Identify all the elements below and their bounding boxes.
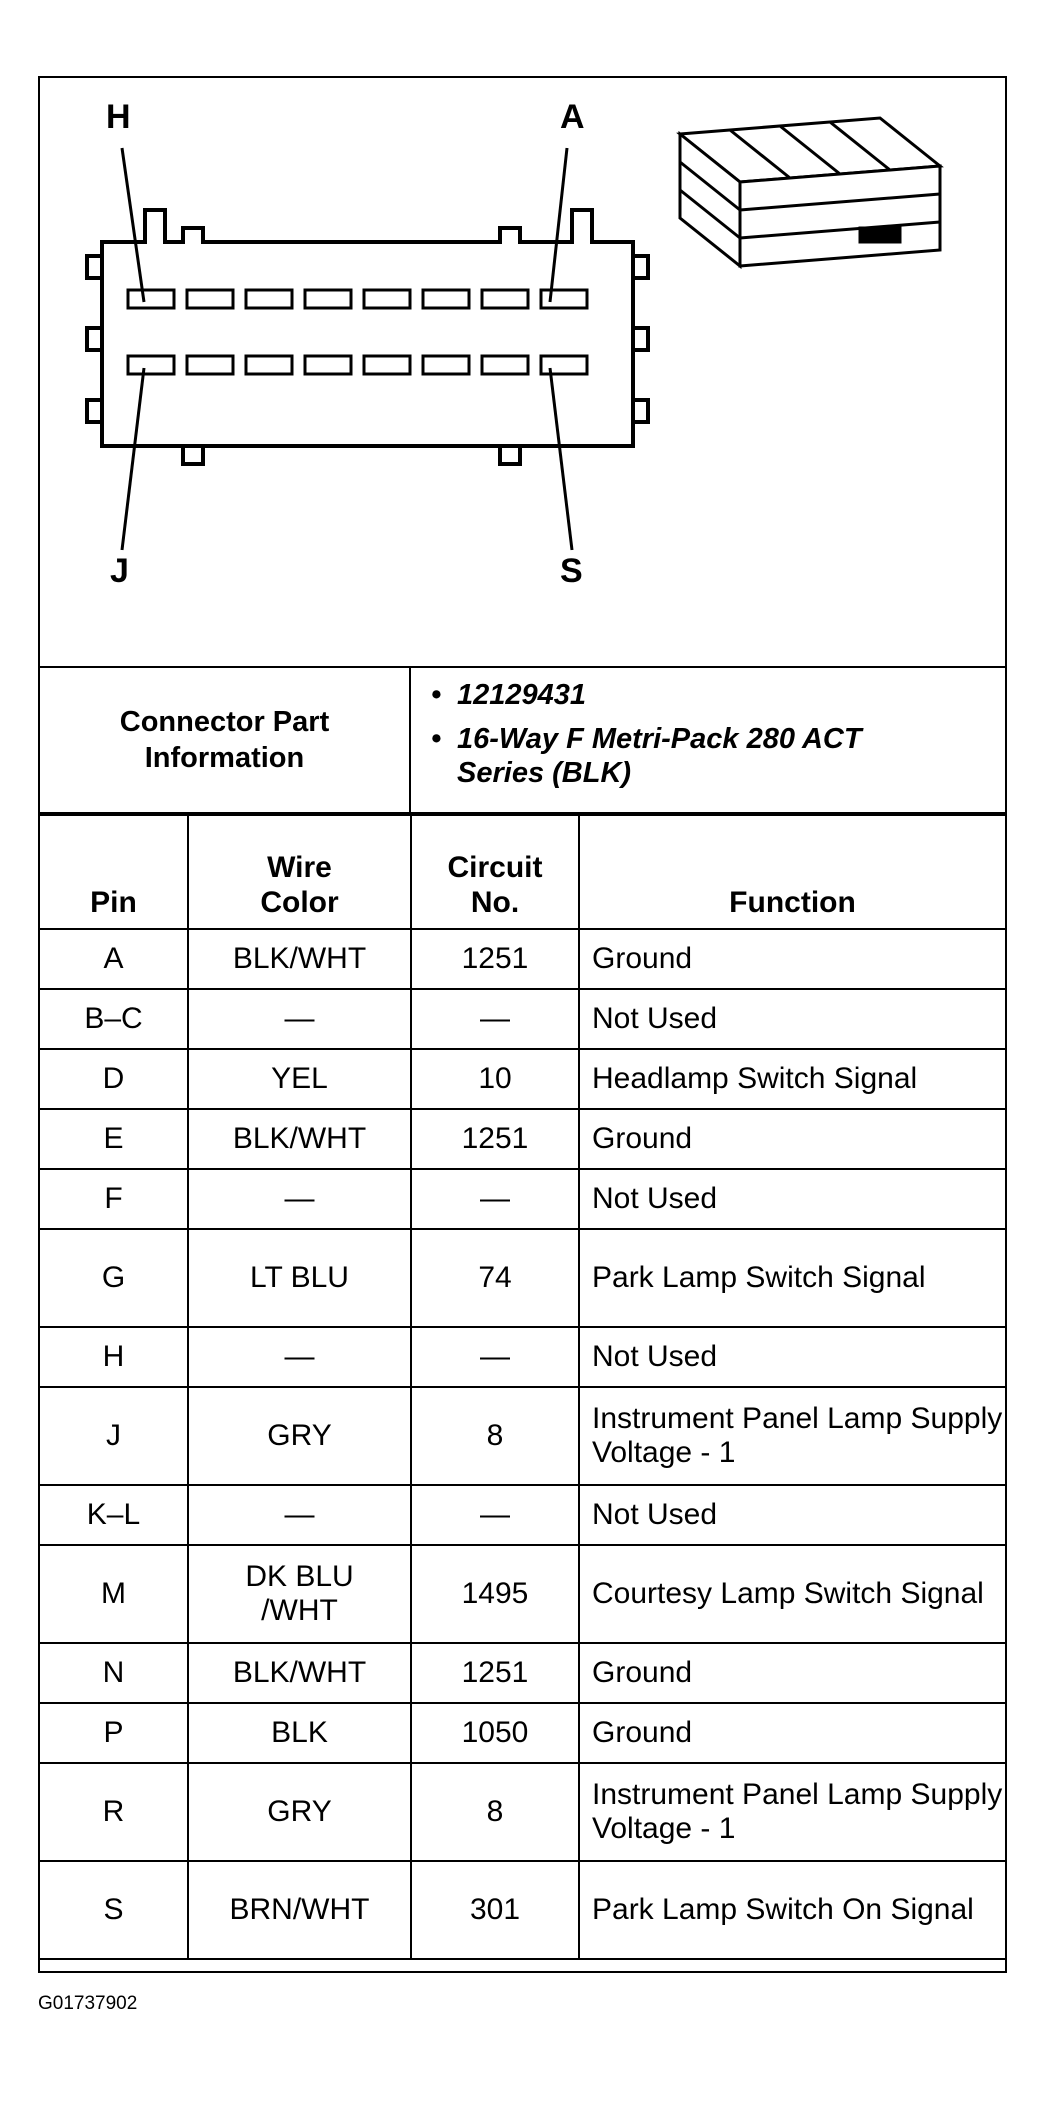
pin-cavity [128, 290, 174, 308]
circuit-cell: 1251 [411, 1643, 579, 1703]
wire-color-cell: BLK/WHT [188, 1643, 411, 1703]
pin-cell: B–C [40, 989, 188, 1049]
pin-label-j: J [110, 552, 129, 590]
wire-color-cell: GRY [188, 1763, 411, 1861]
pin-cell: K–L [40, 1485, 188, 1545]
pin-cavity [305, 356, 351, 374]
circuit-cell: 1251 [411, 1109, 579, 1169]
header-circuit-no: Circuit No. [411, 815, 579, 929]
pin-row [40, 929, 1005, 989]
figure-code: G01737902 [38, 1993, 138, 2014]
header-wire-color: Wire Color [188, 815, 411, 929]
pin-cavity [187, 356, 233, 374]
connector-face-drawing [40, 78, 1005, 666]
function-cell: Park Lamp Switch Signal [579, 1229, 1005, 1327]
pin-cell: J [40, 1387, 188, 1485]
pin-cell: H [40, 1327, 188, 1387]
pin-cavity [423, 356, 469, 374]
connector-info-item: • 16-Way F Metri-Pack 280 ACT Series (BLK) [431, 722, 1005, 790]
pin-row [40, 1049, 1005, 1109]
function-cell: Courtesy Lamp Switch Signal [579, 1545, 1005, 1643]
pin-table [40, 814, 1005, 1960]
function-cell: Not Used [579, 989, 1005, 1049]
pin-cell: F [40, 1169, 188, 1229]
function-cell: Ground [579, 1643, 1005, 1703]
function-cell: Not Used [579, 1327, 1005, 1387]
wire-color-cell: — [188, 989, 411, 1049]
circuit-cell: — [411, 1327, 579, 1387]
part-number: 12129431 [457, 679, 587, 711]
pin-cavity [482, 356, 528, 374]
function-cell: Instrument Panel Lamp Supply Voltage - 1 [579, 1387, 1005, 1485]
pin-row [40, 1387, 1005, 1485]
circuit-cell: 1495 [411, 1545, 579, 1643]
connector-info-heading-line1: Connector Part [119, 706, 330, 738]
circuit-cell: 8 [411, 1763, 579, 1861]
pin-cavity [246, 290, 292, 308]
pin-cell: G [40, 1229, 188, 1327]
pin-row [40, 1169, 1005, 1229]
circuit-cell: 1251 [411, 929, 579, 989]
pin-row [40, 1485, 1005, 1545]
pin-cell: M [40, 1545, 188, 1643]
pin-cavity [187, 290, 233, 308]
pin-row [40, 1327, 1005, 1387]
pin-cell: P [40, 1703, 188, 1763]
wire-color-cell: DK BLU /WHT [188, 1545, 411, 1643]
function-cell: Ground [579, 1703, 1005, 1763]
pin-row [40, 1643, 1005, 1703]
pin-cavity [305, 290, 351, 308]
pin-row [40, 1545, 1005, 1643]
circuit-cell: — [411, 989, 579, 1049]
pin-table-header [40, 815, 1005, 929]
pin-cell: E [40, 1109, 188, 1169]
connector-sheet [38, 76, 1007, 1973]
connector-info-list [411, 668, 1005, 812]
pin-cell: D [40, 1049, 188, 1109]
circuit-cell: 8 [411, 1387, 579, 1485]
pin-label-h: H [106, 98, 131, 136]
connector-info-heading-line2: Information [144, 742, 305, 774]
function-cell: Ground [579, 1109, 1005, 1169]
wire-color-cell: BRN/WHT [188, 1861, 411, 1959]
function-cell: Not Used [579, 1169, 1005, 1229]
circuit-cell: 74 [411, 1229, 579, 1327]
circuit-cell: 10 [411, 1049, 579, 1109]
header-pin: Pin [40, 815, 188, 929]
pin-row [40, 1861, 1005, 1959]
pin-cavity [128, 356, 174, 374]
pin-cell: R [40, 1763, 188, 1861]
wire-color-cell: BLK/WHT [188, 1109, 411, 1169]
connector-info-heading [40, 668, 411, 812]
pin-row [40, 989, 1005, 1049]
connector-diagram [40, 78, 1005, 666]
pin-cell: N [40, 1643, 188, 1703]
pin-cell: S [40, 1861, 188, 1959]
wire-color-cell: GRY [188, 1387, 411, 1485]
pin-row [40, 1229, 1005, 1327]
pin-cavity [364, 356, 410, 374]
wire-color-cell: BLK [188, 1703, 411, 1763]
wire-color-cell: YEL [188, 1049, 411, 1109]
wire-color-cell: LT BLU [188, 1229, 411, 1327]
pin-cavity [246, 356, 292, 374]
pin-cavity [364, 290, 410, 308]
function-cell: Ground [579, 929, 1005, 989]
function-cell: Instrument Panel Lamp Supply Voltage - 1 [579, 1763, 1005, 1861]
circuit-cell: — [411, 1485, 579, 1545]
header-function: Function [579, 815, 1005, 929]
wire-color-cell: BLK/WHT [188, 929, 411, 989]
connector-part-information [40, 666, 1005, 814]
connector-info-item: • 12129431 [431, 679, 587, 711]
pin-label-s: S [560, 552, 583, 590]
circuit-cell: — [411, 1169, 579, 1229]
function-cell: Not Used [579, 1485, 1005, 1545]
wire-color-cell: — [188, 1485, 411, 1545]
pin-label-a: A [560, 98, 585, 136]
pin-row [40, 1763, 1005, 1861]
pin-cavity [482, 290, 528, 308]
pin-cell: A [40, 929, 188, 989]
function-cell: Headlamp Switch Signal [579, 1049, 1005, 1109]
function-cell: Park Lamp Switch On Signal [579, 1861, 1005, 1959]
pin-row [40, 1109, 1005, 1169]
connector-description: 16-Way F Metri-Pack 280 ACT Series (BLK) [457, 723, 862, 789]
circuit-cell: 301 [411, 1861, 579, 1959]
wire-color-cell: — [188, 1327, 411, 1387]
pin-cavity [541, 290, 587, 308]
pin-row [40, 1703, 1005, 1763]
wire-color-cell: — [188, 1169, 411, 1229]
pin-cavity [423, 290, 469, 308]
pin-cavity [541, 356, 587, 374]
circuit-cell: 1050 [411, 1703, 579, 1763]
